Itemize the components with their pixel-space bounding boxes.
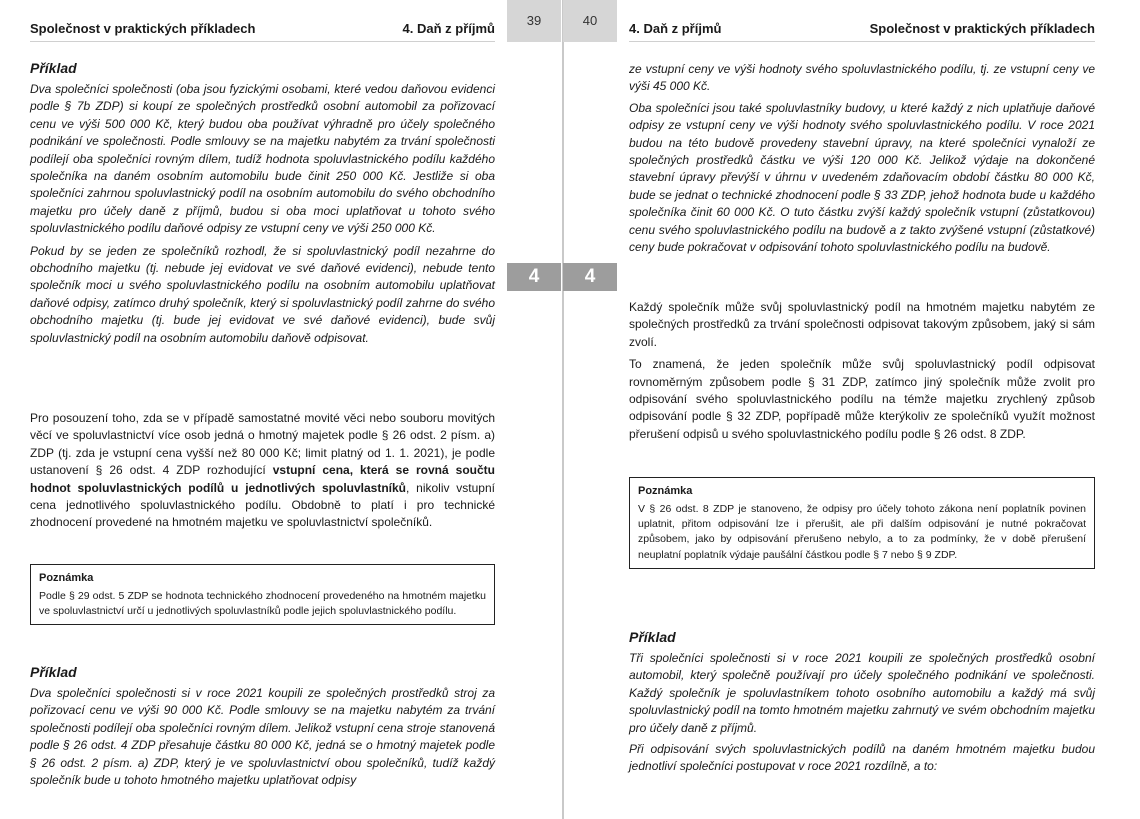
example-block-1	[30, 59, 495, 347]
body-text-emphasis: vstupní cena, která se rovná součtu hodnot spoluvlastnických podílů u jednotlivých spoluvlastníků	[30, 463, 495, 495]
body-text: To znamená, že jeden společník může svůj spoluvlastnický podíl odpisovat rovnoměrným způsobem podle § 31 ZDP, zatímco jiný společník může zvolit pro odpisování svého spoluvlastnického podílu na témže majetku zrychlený způsob odpisování podle § 32 ZDP, popřípadě může kterýkoliv ze společníků využít možnost přerušení odpisů u svého spoluvlastnického podílu podle § 26 odst. 8 ZDP.	[629, 357, 1095, 441]
left-page	[0, 0, 507, 819]
right-header-chapter: 4. Daň z příjmů	[629, 21, 722, 36]
note-text: V § 26 odst. 8 ZDP je stanoveno, že odpisy pro účely tohoto zákona není poplatník povinen uplatnit, přitom odpisování lze i přerušit, ale při dalším odpisování je nutné pokračovat způsobem, jako by odpisování přerušeno nebylo, a to za podmínky, že v době přerušení neuplatní poplatník výdaje paušální částkou podle § 7 nebo § 9 ZDP.	[638, 503, 1086, 561]
chapter-tab-left: 4	[507, 263, 561, 291]
left-header-book-title: Společnost v praktických příkladech	[30, 21, 256, 36]
example-paragraph: ze vstupní ceny ve výši hodnoty svého spoluvlastnického podílu, tj. ze vstupní ceny ve výši 45 000 Kč.	[629, 62, 1095, 94]
right-header-book-title: Společnost v praktických příkladech	[869, 21, 1095, 36]
example-title: Příklad	[629, 629, 676, 645]
note-title: Poznámka	[638, 485, 693, 497]
body-paragraphs	[629, 299, 1095, 443]
body-text: Každý společník může svůj spoluvlastnický podíl na hmotném majetku nabytém ze společných prostředků za trvání společnosti odpisovat takovým způsobem, jaký si sám zvolí.	[629, 300, 1095, 349]
page-number-left: 39	[507, 0, 561, 42]
example-paragraph: Dva společníci společnosti si v roce 2021 koupili ze společných prostředků stroj za pořizovací cenu ve výši 90 000 Kč. Podle smlouvy se na majetku nabytém za trvání společnosti podílejí oba společníci rovným dílem. Jelikož vstupní cena stroje stanovená podle § 26 odst. 4 ZDP přesahuje částku 80 000 Kč, jedná se o hmotný majetek podle § 26 odst. 2 písm. a) ZDP, který je ve spoluvlastnictví obou společníků, tudíž každý společník bude u tohoto hmotného majetku uplatňovat odpisy	[30, 686, 495, 788]
note-box	[629, 477, 1095, 569]
body-text-part: Pro posouzení toho, zda se v případě samostatné movité věci nebo souboru movitých věcí ve spoluvlastnictví více osob jedná o hmotný majetek podle § 26 odst. 2 písm. a) ZDP (tj. zda je vstupní cena vyšší než 80 000 Kč; limit platný od 1. 1. 2021), je podle ustanovení § 26 odst. 4 ZDP rozhodující	[30, 411, 495, 478]
body-text	[30, 410, 495, 532]
body-paragraph	[30, 410, 495, 532]
note-box	[30, 564, 495, 625]
page-number-right: 40	[563, 0, 617, 42]
right-running-header	[629, 21, 1095, 42]
right-page	[617, 0, 1140, 819]
book-gutter	[507, 0, 617, 819]
example-title: Příklad	[30, 664, 77, 680]
left-running-header	[30, 21, 495, 42]
example-paragraph: Dva společníci společnosti (oba jsou fyzickými osobami, které vedou daňovou evidenci podle § 7b ZDP) si koupí ze společných prostředků osobní automobil za pořizovací cenu ve výši 500 000 Kč, který budou oba používat výhradně pro účely společného podnikání ve společnosti. Podle smlouvy se na majetku nabytém za trvání společnosti podílejí oba společníci rovným dílem, tudíž hodnota spoluvlastnického podílu každého společníka na daném osobním automobilu bude činit 250 000 Kč. Jestliže si oba společníci zahrnou spoluvlastnický podíl na osobním automobilu do svého obchodního majetku pro účely daně z příjmů, budou si oba moci uplatňovat u tohoto svého spoluvlastnického podílu daňové odpisy ze vstupní ceny ve výši 250 000 Kč.	[30, 82, 495, 236]
example-block-3	[629, 628, 1095, 776]
chapter-tab-right: 4	[563, 263, 617, 291]
left-header-chapter: 4. Daň z příjmů	[402, 21, 495, 36]
example-paragraph: Tři společníci společnosti si v roce 2021 koupili ze společných prostředků osobní automobil, který společně používají pro účely společného podnikání ve společnosti. Každý společník je spoluvlastníkem tohoto osobního automobilu a každý má svůj spoluvlastnický podíl na tomto hmotném majetku zahrnutý ve svém obchodním majetku pro účely daně z příjmů.	[629, 651, 1095, 735]
example-block-2	[30, 663, 495, 789]
example-paragraph: Pokud by se jeden ze společníků rozhodl, že si spoluvlastnický podíl nezahrne do obchodního majetku (tj. nebude jej evidovat ve své daňové evidenci), nebude tento společník moci u svého spoluvlastnického podílu na osobním automobilu uplatňovat daňové odpisy, zatímco druhý společník, který si spoluvlastnický podíl zahrne do svého obchodního majetku (tj. bude jej evidovat ve své daňové evidenci), bude svůj spoluvlastnický podíl na osobním automobilu daňově odpisovat.	[30, 243, 495, 345]
example-paragraph: Při odpisování svých spoluvlastnických podílů na daném hmotném majetku budou jednotliví společníci postupovat v roce 2021 rozdílně, a to:	[629, 742, 1095, 774]
body-text-part: , nikoliv vstupní cena jednotlivého spoluvlastnického podílu. Obdobně to platí i pro technické zhodnocení provedené na hmotném majetku ve spoluvlastnictví společníků.	[30, 480, 495, 530]
spine-divider	[562, 0, 564, 819]
example-paragraph: Oba společníci jsou také spoluvlastníky budovy, u které každý z nich uplatňuje daňové odpisy ze vstupní ceny ve výši hodnoty svého spoluvlastnického podílu. V roce 2021 budou na této budově provedeny stavební úpravy, na které společníci vynaloží ze společných prostředků částku ve výši 120 000 Kč. Jelikož výdaje na dokončené stavební úpravy převýší v úhrnu v uvedeném zdaňovacím období částku 80 000 Kč, bude se jednat o technické zhodnocení podle § 33 ZDP, jehož hodnota bude u každého společníka činit 60 000 Kč. O tuto částku zvýší každý společník vstupní (zůstatkovou) cenu svého spoluvlastnického podílu na budově a z takto zvýšené vstupní (zůstatkové) ceny bude pokračovat v odpisování tohoto spoluvlastnického podílu na budově.	[629, 100, 1095, 255]
example-title: Příklad	[30, 60, 77, 76]
example-continuation	[629, 61, 1095, 256]
note-text: Podle § 29 odst. 5 ZDP se hodnota technického zhodnocení provedeného na hmotném majetku ve spoluvlastnictví určí u jednotlivých spoluvlastníků podle jejich spoluvlastnického podílu.	[39, 590, 486, 618]
note-title: Poznámka	[39, 572, 94, 584]
